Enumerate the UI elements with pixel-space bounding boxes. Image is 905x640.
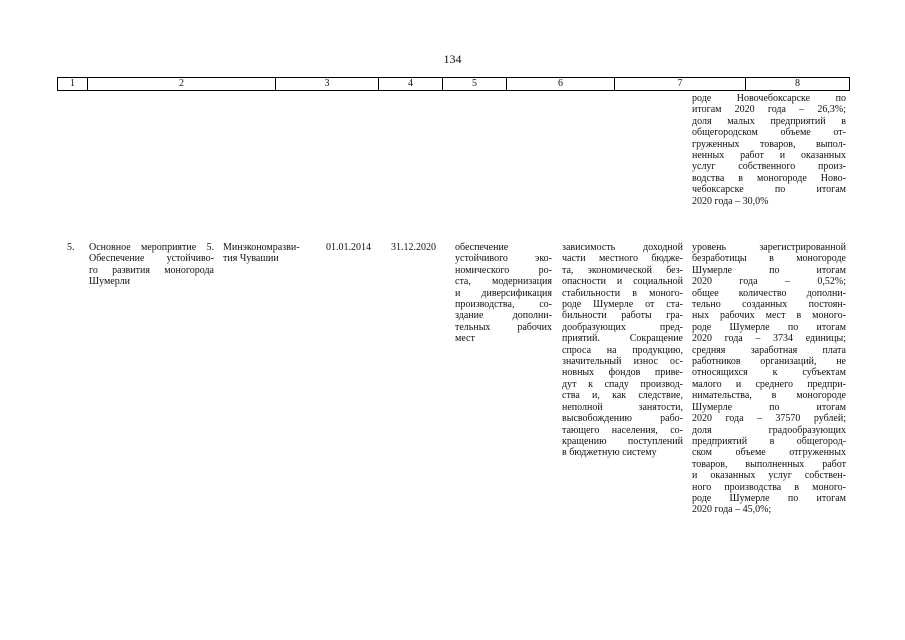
- text-line: 2020 года – 37570 рублей;: [692, 413, 846, 425]
- text-line: общегородском объеме от-: [692, 127, 846, 139]
- row-5-end-date: 31.12.2020: [391, 242, 436, 253]
- text-line: Шумерле по итогам: [692, 401, 846, 413]
- text-line: приятий. Сокращение: [562, 333, 683, 345]
- text-line: Обеспечение устойчиво-: [89, 253, 214, 265]
- text-line: роде Новочебоксарске по: [692, 93, 846, 104]
- text-line: и оказанных услуг собствен-: [692, 470, 846, 482]
- text-line: уровень зарегистрированной: [692, 242, 846, 253]
- text-line: Шумерли: [89, 276, 130, 288]
- row-5-measure-title: [89, 242, 214, 288]
- header-col-1: 1: [57, 78, 87, 90]
- text-line: средняя заработная плата: [692, 344, 846, 356]
- text-line: номического ро-: [455, 264, 552, 276]
- text-line: та, экономической без-: [562, 264, 683, 276]
- text-line: услуг собственного произ-: [692, 161, 846, 173]
- text-line: Минэкономразви-: [223, 242, 300, 253]
- text-line: 2020 года – 45,0%;: [692, 504, 772, 516]
- text-line: опасности и социальной: [562, 276, 683, 288]
- text-line: здание дополни-: [455, 310, 552, 322]
- text-line: работников организаций, не: [692, 356, 846, 368]
- text-line: в бюджетную систему: [562, 447, 657, 459]
- text-line: стабильности в моного-: [562, 287, 683, 299]
- row-5-number: 5.: [67, 242, 75, 253]
- text-line: предприятий в общегород-: [692, 435, 846, 447]
- text-line: ском объеме отгруженных: [692, 447, 846, 459]
- row-5-indicators: [692, 242, 846, 516]
- text-line: спроса на продукцию,: [562, 344, 683, 356]
- text-line: безработицы в моногороде: [692, 253, 846, 265]
- text-line: части местного бюдже-: [562, 253, 683, 265]
- header-col-4: 4: [378, 78, 442, 90]
- page-number: 134: [443, 52, 462, 66]
- text-line: кращению поступлений: [562, 435, 683, 447]
- text-line: мест: [455, 333, 475, 345]
- text-line: Шумерле по итогам: [692, 264, 846, 276]
- header-col-6: 6: [506, 78, 614, 90]
- text-line: ненных работ и оказанных: [692, 150, 846, 162]
- text-line: го развития моногорода: [89, 264, 214, 276]
- text-line: относящихся к субъектам: [692, 367, 846, 379]
- header-col-2: 2: [87, 78, 275, 90]
- row-5-start-date: 01.01.2014: [326, 242, 371, 253]
- text-line: общее количество дополни-: [692, 287, 846, 299]
- text-line: тия Чувашии: [223, 253, 279, 265]
- header-col-5: 5: [442, 78, 506, 90]
- text-line: производства, со-: [455, 299, 552, 311]
- text-line: ста, модернизация: [455, 276, 552, 288]
- text-line: груженных товаров, выпол-: [692, 138, 846, 150]
- text-line: нимательства, в моногороде: [692, 390, 846, 402]
- continuation-col-8-text: [692, 93, 846, 207]
- text-line: ного производства в моного-: [692, 481, 846, 493]
- text-line: ных рабочих мест в моного-: [692, 310, 846, 322]
- text-line: итогам 2020 года – 26,3%;: [692, 104, 846, 116]
- text-line: роде Шумерле по итогам: [692, 492, 846, 504]
- text-line: 2020 года – 30,0%: [692, 195, 769, 207]
- header-col-7: 7: [614, 78, 745, 90]
- text-line: роде Шумерле по итогам: [692, 321, 846, 333]
- text-line: чебоксарске по итогам: [692, 184, 846, 196]
- text-line: дут к спаду производ-: [562, 378, 683, 390]
- text-line: значительный износ ос-: [562, 356, 683, 368]
- text-line: доля градообразующих: [692, 424, 846, 436]
- text-line: товаров, выполненных работ: [692, 458, 846, 470]
- text-line: тельно созданных постоян-: [692, 299, 846, 311]
- text-line: малого и среднего предпри-: [692, 378, 846, 390]
- text-line: новных фондов приве-: [562, 367, 683, 379]
- row-5-responsible-executor: [223, 242, 315, 265]
- text-line: устойчивого эко-: [455, 253, 552, 265]
- row-5-consequences: [562, 242, 683, 459]
- row-5-expected-result: [455, 242, 552, 345]
- text-line: обеспечение: [455, 242, 509, 253]
- text-line: доля малых предприятий в: [692, 115, 846, 127]
- text-line: водства в моногороде Ново-: [692, 172, 846, 184]
- text-line: ства и, как следствие,: [562, 390, 683, 402]
- text-line: Основное мероприятие 5.: [89, 242, 214, 253]
- header-col-8: 8: [745, 78, 850, 90]
- text-line: зависимость доходной: [562, 242, 683, 253]
- text-line: дообразующих пред-: [562, 321, 683, 333]
- table-header-row: [57, 77, 850, 91]
- text-line: бильности работы гра-: [562, 310, 683, 322]
- text-line: роде Шумерле от ста-: [562, 299, 683, 311]
- text-line: и диверсификация: [455, 287, 552, 299]
- text-line: 2020 года – 0,52%;: [692, 276, 846, 288]
- text-line: 2020 года – 3734 единицы;: [692, 333, 846, 345]
- text-line: тающего населения, со-: [562, 424, 683, 436]
- text-line: тельных рабочих: [455, 321, 552, 333]
- text-line: неполной занятости,: [562, 401, 683, 413]
- text-line: высвобождению рабо-: [562, 413, 683, 425]
- header-col-3: 3: [275, 78, 378, 90]
